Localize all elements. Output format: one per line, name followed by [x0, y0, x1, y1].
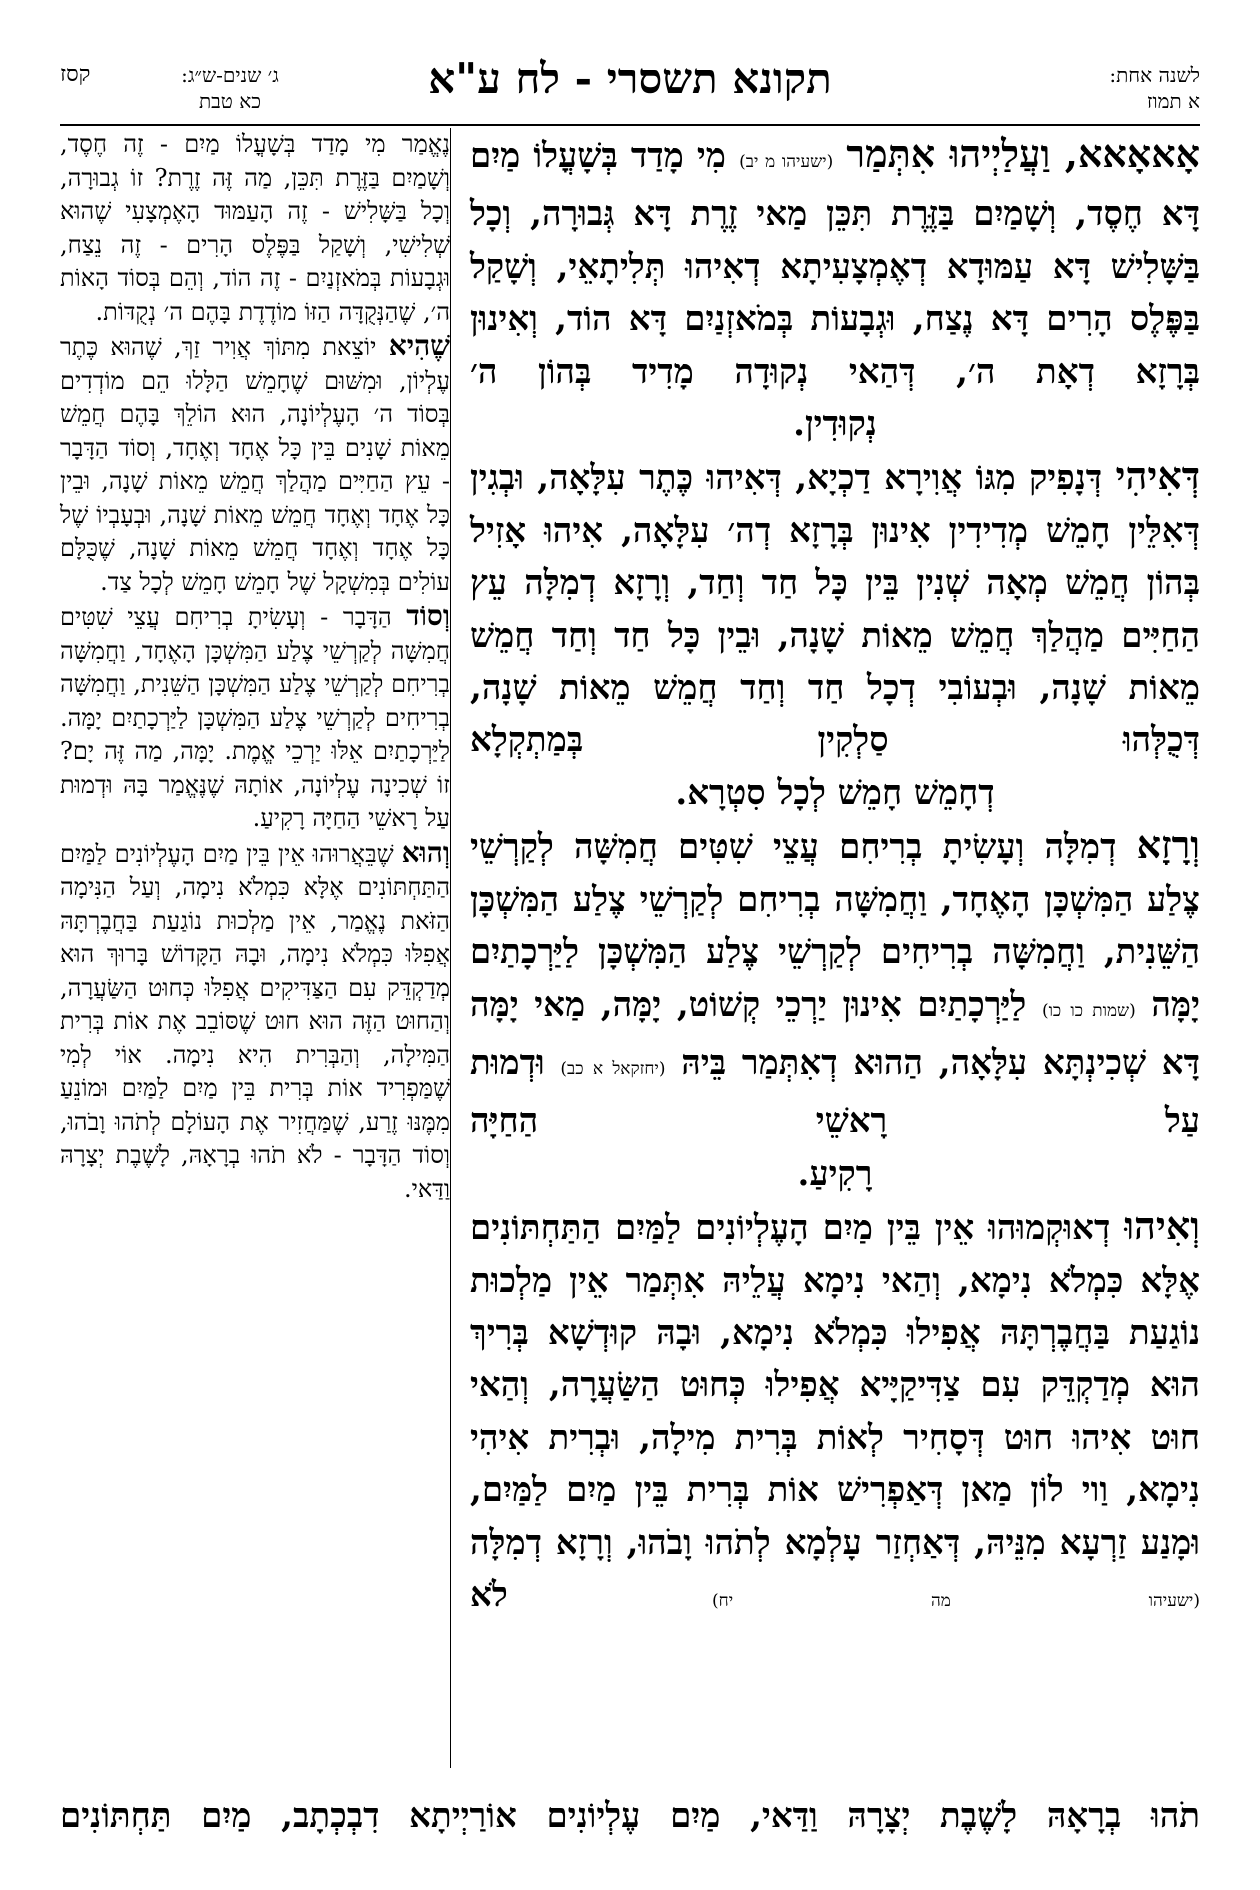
source-reference: (ישעיהו מה יח) [712, 1590, 1200, 1611]
paragraph-text: וּדְמוּת עַל רָאשֵׁי הַחַיָּה [470, 1042, 1200, 1142]
paragraph-text: דְּנָפִיק מִגּוֹ אֲוִירָא דַכְיָא, דְּאִיהוּ כֶּתֶר עִלָּאָה, וּבְגִין דְּאִלֵּין חָמֵשׁ מְדִידִין אִינוּן בְּרָזָא דְה׳ עִלָּאָה, אִיהוּ אָזִיל בְּהוֹן חֲמֵשׁ מְאָה שְׁנִין בֵּין כָּל חַד וְחַד, וְרָזָא דְמִלָּה עֵץ הַחַיִּים מַהֲלַךְ חֲמֵשׁ מֵאוֹת שָׁנָה, וּבֵין כָּל חַד וְחַד חֲמֵשׁ מֵאוֹת שָׁנָה, וּבְעוֹבִי דְכָל חַד וְחַד חֲמֵשׁ מֵאוֹת שָׁנָה, דְּכֻלְּהוּ סַלְקִין בְּמַתְקְלָא [470, 458, 1200, 761]
reading-schedule-three-years [140, 62, 320, 114]
main-paragraph [470, 450, 1200, 766]
paragraph-text: נְקוּדִין. [793, 404, 877, 445]
paragraph-opener: וְרָזָא [1136, 822, 1200, 868]
paragraph-opener: שֶׁהִיא [388, 329, 450, 362]
translation-text: נֶאֱמַר מִי מָדַד בְּשָׁעֳלוֹ מַיִם - זֶה חֶסֶד, וְשָׁמַיִם בַּזֶּרֶת תִּכֵּן, מַה זֶּה זֶרֶת? זוֹ גְבוּרָה, וְכָל בַּשָּׁלִישׁ - זֶה הָעַמּוּד הָאֶמְצָעִי שֶׁהוּא שְׁלִישִׁי, וְשָׁקַל בַּפֶּלֶס הָרִים - זֶה נֵצַח, וּגְבָעוֹת בְּמֹאזְנַיִם - זֶה הוֹד, וְהֵם בְּסוֹד הָאוֹת ה׳, שֶׁהַנְּקֻדָּה הַזּוֹ מוֹדֶדֶת בָּהֶם ה׳ נְקֻדּוֹת. [60, 130, 451, 326]
translation-paragraph [60, 836, 450, 1207]
paragraph-opener: וְאִיהוּ [1124, 1203, 1200, 1249]
paragraph-text: דְמִלָּה וְעָשִׂיתָ בְרִיחִם עֲצֵי שִׁטִּים חֲמִשָּׁה לְקַרְשֵׁי צֶלַע הַמִּשְׁכָּן הָאֶחָד, וַחֲמִשָּׁה בְרִיחִם לְקַרְשֵׁי צֶלַע הַמִּשְׁכָּן הַשֵּׁנִית, וַחֲמִשָּׁה בְרִיחִים לְקַרְשֵׁי צֶלַע הַמִּשְׁכָּן לַיַּרְכָתַיִם יָמָּה [470, 827, 1200, 1025]
paragraph-opener: אָאאָאא, וַעֲלַיְיהוּ אִתְּמַר [846, 131, 1200, 176]
source-reference: (ישעיהו מ יב) [739, 152, 834, 172]
paragraph-text: לֹא [470, 1574, 508, 1615]
paragraph-opener: דְּאִיהִי [1115, 453, 1200, 499]
paragraph-opener: וְסוֹד [406, 599, 450, 632]
source-reference: (יחזקאל א כב) [560, 1058, 666, 1079]
translation-paragraph [60, 329, 450, 599]
paragraph-text: מִי מָדַד בְּשָׁעֳלוֹ מַיִם דָּא חֶסֶד, וְשָׁמַיִם בַּזֶּרֶת תִּכֵּן מַאי זֶרֶת דָּא גְּבוּרָה, וְכָל בַּשָּׁלִישׁ דָּא עַמּוּדָא דְאֶמְצָעִיתָא דְאִיהוּ תְּלִיתָאֵי, וְשָׁקַל בַּפֶּלֶס הָרִים דָּא נֶצַח, וּגְבָעוֹת בְּמֹאזְנַיִם דָּא הוֹד, וְאִינוּן בְּרָזָא דְאָת ה׳, דְּהַאי נְקוּדָה מָדִיד בְּהוֹן ה׳ [470, 136, 1200, 392]
main-paragraph [470, 128, 1200, 398]
translation-paragraph [60, 128, 450, 329]
page-header [60, 52, 1200, 122]
paragraph-text: דְאוּקְמוּהוּ אֵין בֵּין מַיִם הָעֶלְיוֹנִים לַמַּיִם הַתַּחְתּוֹנִים אֶלָּא כִּמְלֹא נִימָא, וְהַאי נִימָא עֲלֵיהּ אִתְּמַר אֵין מַלְכוּת נוֹגַעַת בַּחֲבֶרְתָּהּ אֲפִילוּ כִּמְלֹא נִימָא, וּבָהּ קוּדְשָׁא בְּרִיךְ הוּא מְדַקְדֵּק עִם צַדִּיקַיָּיא אֲפִילוּ כְּחוּט הַשַּׂעֲרָה, וְהַאי חוּט אִיהוּ חוּט דְּסָחִיר לְאוֹת בְּרִית מִילָה, וּבְרִית אִיהִי נִימָא, וַוי לוֹן מַאן דְּאַפְרִישׁ אוֹת בְּרִית בֵּין מַיִם לַמַּיִם, וּמָנַע זַרְעָא מִנֵּיהּ, דְּאַחְזַר עָלְמָא לְתֹהוּ וָבֹהוּ, וְרָזָא דְמִלָּה [470, 1208, 1200, 1563]
schedule-date: א תמוז [1146, 89, 1200, 113]
main-paragraph [470, 819, 1200, 1147]
page-number: קסז [60, 62, 91, 87]
translation-column [60, 128, 451, 1768]
continuation-line: תֹהוּ בְרָאָהּ לָשֶׁבֶת יְצָרָהּ וַדַּאי, מַיִם עֶלְיוֹנִים אוֹרַיְיתָא דִבְכְתָב, מַיִם תַּחְתּוֹנִים [60, 1796, 1200, 1836]
paragraph-text: לַיַּרְכָתַיִם אִינוּן יַרְכֵי קְשׁוֹט, יָמָּה, מַאי יָמָּה דָּא שְׁכִינְתָּא עִלָּאָה, הַהוּא דְאִתְּמַר בֵּיהּ [470, 984, 1200, 1083]
main-paragraph-end [470, 1148, 1200, 1200]
schedule-label: ג׳ שנים-ש״ג: [181, 63, 279, 87]
main-paragraph-end [470, 398, 1200, 450]
schedule-date: כא טבת [198, 89, 262, 113]
main-paragraph [470, 1200, 1200, 1627]
main-paragraph-end [470, 767, 1200, 819]
translation-text: שֶׁבֵּאֲרוּהוּ אֵין בֵּין מַיִם הָעֶלְיוֹנִים לַמַּיִם הַתַּחְתּוֹנִים אֶלָּא כִּמְלֹא נִימָה, וְעַל הַנִּימָה הַזֹּאת נֶאֱמַר, אֵין מַלְכוּת נוֹגַעַת בַּחֲבֶרְתָּהּ אֲפִלּוּ כִּמְלֹא נִימָה, וּבָהּ הַקָּדוֹשׁ בָּרוּךְ הוּא מְדַקְדֵּק עִם הַצַּדִּיקִים אֲפִלּוּ כְּחוּט הַשַּׂעֲרָה, וְהַחוּט הַזֶּה הוּא חוּט שֶׁסּוֹבֵב אֶת אוֹת בְּרִית הַמִּילָה, וְהַבְּרִית הִיא נִימָה. אוֹי לְמִי שֶׁמַּפְרִיד אוֹת בְּרִית בֵּין מַיִם לַמַּיִם וּמוֹנֵעַ מִמֶּנּוּ זֶרַע, שֶׁמַּחֲזִיר אֶת הָעוֹלָם לְתֹהוּ וָבֹהוּ, וְסוֹד הַדָּבָר - לֹא תֹהוּ בְרָאָהּ, לָשֶׁבֶת יְצָרָהּ וַדַּאי. [60, 839, 450, 1203]
paragraph-text: דְחָמֵשׁ חָמֵשׁ לְכָל סִטְרָא. [675, 772, 995, 813]
paragraph-opener: וְהוּא [401, 835, 450, 869]
header-rule [60, 124, 1200, 126]
schedule-label: לשנה אחת: [1109, 63, 1200, 87]
page-title: תקונא תשסרי - לח ע"א [428, 54, 832, 103]
translation-paragraph [60, 599, 450, 836]
translation-text: יוֹצֵאת מִתּוֹךְ אֲוִיר זַךְ, שֶׁהוּא כֶּתֶר עֶלְיוֹן, וּמִשּׁוּם שֶׁחָמֵשׁ הַלָּלוּ הֵם מוֹדְדִים בְּסוֹד ה׳ הָעֶלְיוֹנָה, הוּא הוֹלֵךְ בָּהֶם חֲמֵשׁ מֵאוֹת שָׁנִים בֵּין כָּל אֶחָד וְאֶחָד, וְסוֹד הַדָּבָר - עֵץ הַחַיִּים מַהֲלַךְ חֲמֵשׁ מֵאוֹת שָׁנָה, וּבֵין כָּל אֶחָד וְאֶחָד חֲמֵשׁ מֵאוֹת שָׁנָה, וּבְעָבְיוֹ שֶׁל כָּל אֶחָד וְאֶחָד חֲמֵשׁ מֵאוֹת שָׁנָה, שֶׁכֻּלָּם עוֹלִים בְּמִשְׁקָל שֶׁל חָמֵשׁ חָמֵשׁ לְכָל צַד. [60, 333, 450, 596]
translation-text: הַדָּבָר - וְעָשִׂיתָ בְרִיחִם עֲצֵי שִׁטִּים חֲמִשָּׁה לְקַרְשֵׁי צֶלַע הַמִּשְׁכָּן הָאֶחָד, וַחֲמִשָּׁה בְרִיחִם לְקַרְשֵׁי צֶלַע הַמִּשְׁכָּן הַשֵּׁנִית, וַחֲמִשָּׁה בְרִיחִים לְקַרְשֵׁי צֶלַע הַמִּשְׁכָּן לַיַּרְכָתַיִם יָמָּה. לַיַּרְכָתַיִם אֵלּוּ יַרְכֵי אֱמֶת. יָמָּה, מַה זֶּה יָם? זוֹ שְׁכִינָה עֶלְיוֹנָה, אוֹתָהּ שֶׁנֶּאֱמַר בָּהּ וּדְמוּת עַל רָאשֵׁי הַחַיָּה רָקִיעַ. [60, 603, 451, 832]
main-text-column [470, 128, 1200, 1768]
source-reference: (שמות כו כו) [1041, 1000, 1136, 1021]
paragraph-text: רָקִיעַ. [797, 1153, 873, 1194]
